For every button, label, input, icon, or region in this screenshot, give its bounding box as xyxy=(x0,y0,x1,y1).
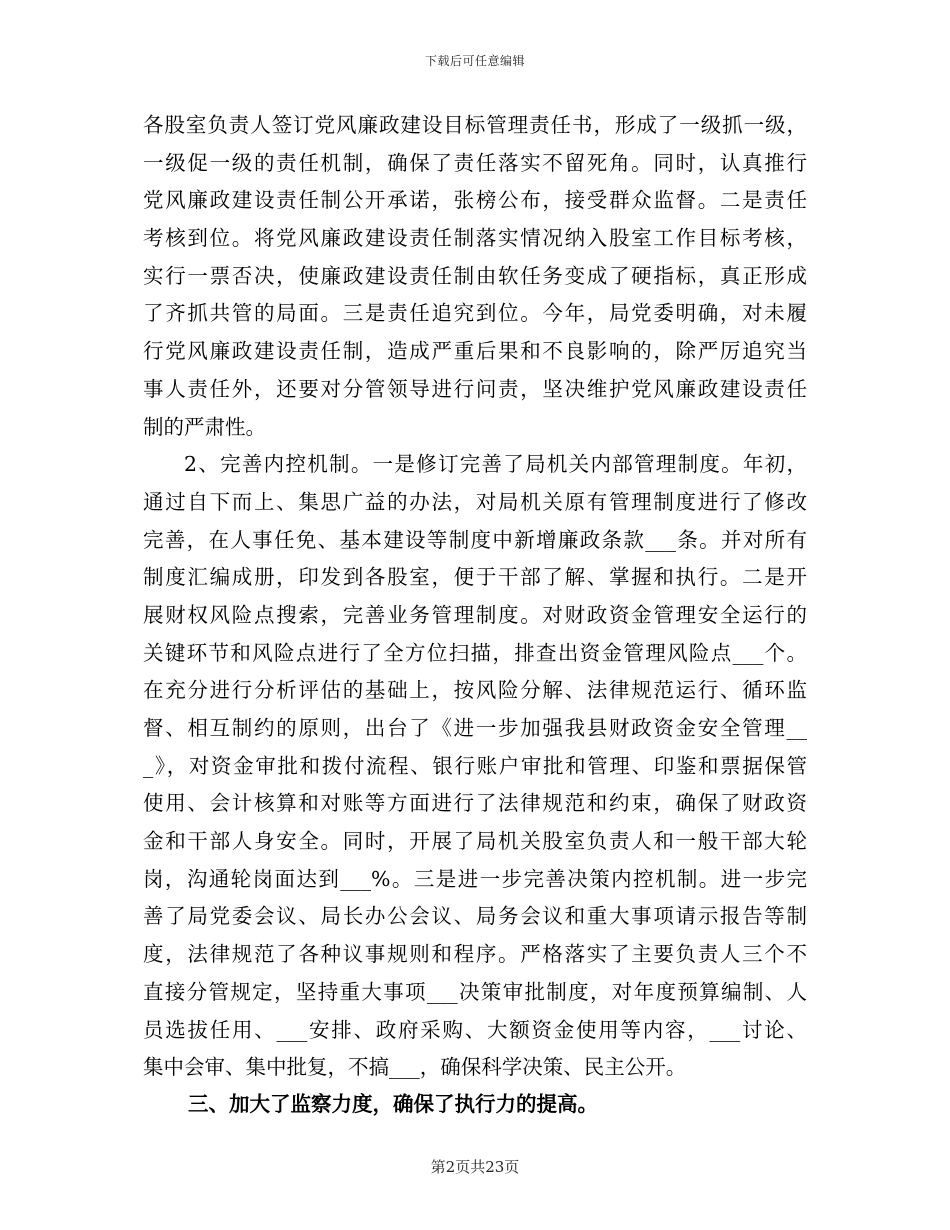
text-line: 行党风廉政建设责任制，造成严重后果和不良影响的，除严厉追究当 xyxy=(143,339,807,364)
text-line: 督、相互制约的原则，出台了《进一步加强我县财政资金安全管理__ xyxy=(143,716,807,740)
section-heading: 三、加大了监察力度，确保了执行力的提高。 xyxy=(188,1092,598,1116)
text-line: 展财权风险点搜索，完善业务管理制度。对财政资金管理安全运行的 xyxy=(143,602,807,627)
text-line: 一级促一级的责任机制，确保了责任落实不留死角。同时，认真推行 xyxy=(143,150,807,175)
text-line: 各股室负责人签订党风廉政建设目标管理责任书，形成了一级抓一级， xyxy=(143,113,807,137)
text-line: 直接分管规定，坚持重大事项___决策审批制度，对年度预算编制、人 xyxy=(143,979,807,1004)
text-line: 使用、会计核算和对账等方面进行了法律规范和约束，确保了财政资 xyxy=(143,791,807,816)
text-line: _》，对资金审批和拨付流程、银行账户审批和管理、印鉴和票据保管 xyxy=(143,753,807,778)
text-line: 集中会审、集中批复，不搞___，确保科学决策、民主公开。 xyxy=(143,1055,687,1080)
text-line: 事人责任外，还要对分管领导进行问责，坚决维护党风廉政建设责任 xyxy=(143,376,807,401)
text-line: 岗，沟通轮岗面达到___%。三是进一步完善决策内控机制。进一步完 xyxy=(143,866,807,891)
document-body xyxy=(143,107,807,1087)
text-line: 制度汇编成册，印发到各股室，便于干部了解、掌握和执行。二是开 xyxy=(143,565,807,590)
text-line: 在充分进行分析评估的基础上，按风险分解、法律规范运行、循环监 xyxy=(143,678,807,703)
text-line: 制的严肃性。 xyxy=(143,414,266,439)
text-line: 员选拔任用、___安排、政府采购、大额资金使用等内容，___讨论、 xyxy=(143,1017,807,1042)
page-number: 第2页共23页 xyxy=(430,1158,520,1176)
text-line: 善了局党委会议、局长办公会议、局务会议和重大事项请示报告等制 xyxy=(143,904,807,929)
text-line: 度，法律规范了各种议事规则和程序。严格落实了主要负责人三个不 xyxy=(143,942,807,967)
text-line: 金和干部人身安全。同时，开展了局机关股室负责人和一般干部大轮 xyxy=(143,829,807,854)
text-line: 通过自下而上、集思广益的办法，对局机关原有管理制度进行了修改 xyxy=(143,489,807,514)
text-line: 了齐抓共管的局面。三是责任追究到位。今年，局党委明确，对未履 xyxy=(143,301,807,326)
text-line: 考核到位。将党风廉政建设责任制落实情况纳入股室工作目标考核， xyxy=(143,226,807,251)
text-line: 实行一票否决，使廉政建设责任制由软任务变成了硬指标，真正形成 xyxy=(143,263,807,288)
text-line: 2、完善内控机制。一是修订完善了局机关内部管理制度。年初， xyxy=(184,452,807,477)
text-line: 党风廉政建设责任制公开承诺，张榜公布，接受群众监督。二是责任 xyxy=(143,188,807,213)
page-header-note: 下载后可任意编辑 xyxy=(424,54,525,68)
text-line: 关键环节和风险点进行了全方位扫描，排查出资金管理风险点___个。 xyxy=(143,640,807,665)
text-line: 完善，在人事任免、基本建设等制度中新增廉政条款___条。并对所有 xyxy=(143,527,807,552)
